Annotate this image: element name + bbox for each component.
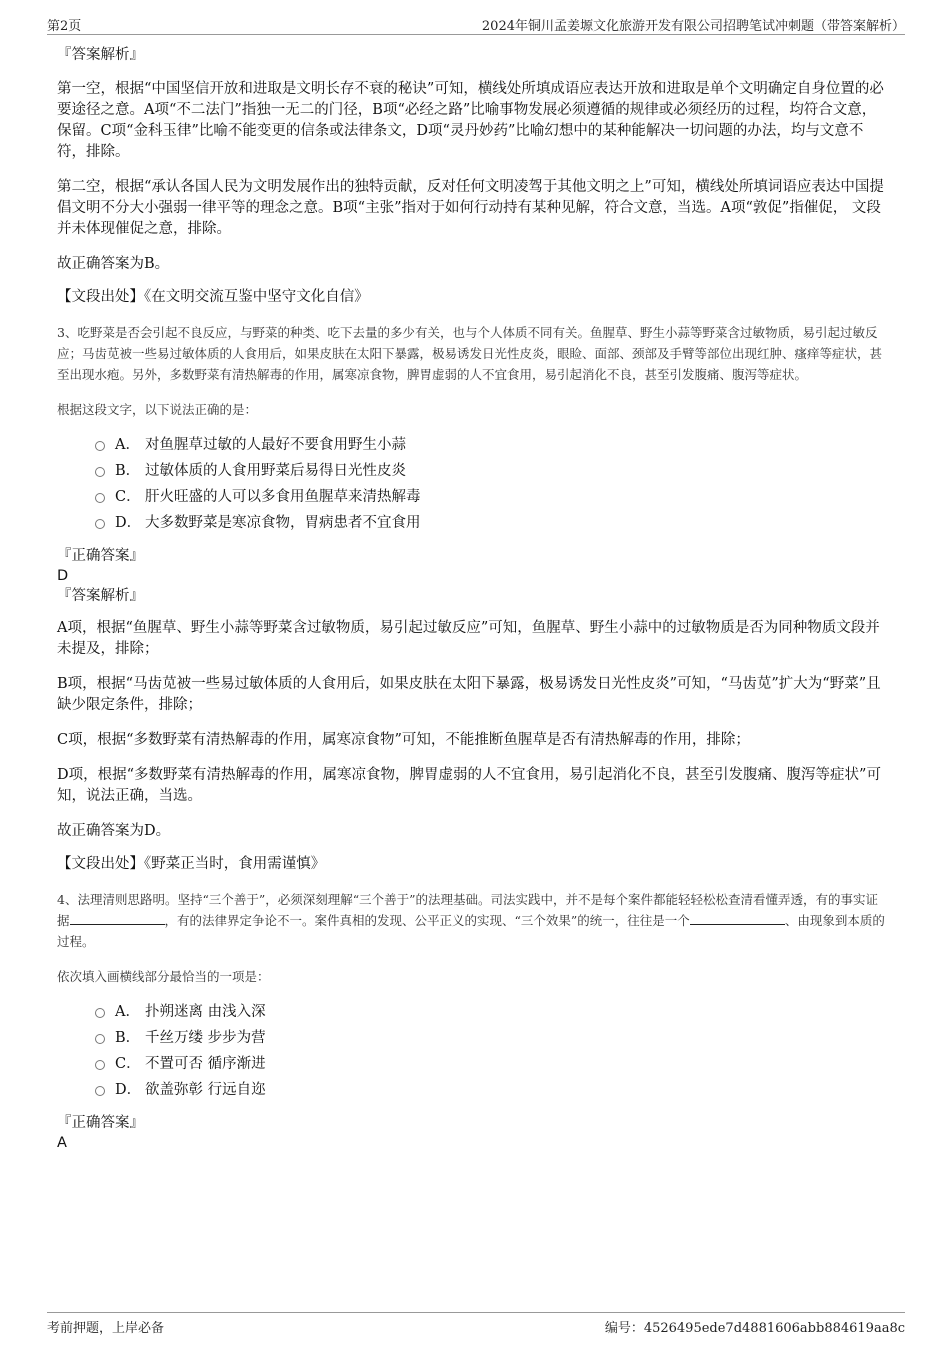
source-citation: 【文段出处】《野菜正当时，食用需谨慎》 xyxy=(57,856,326,872)
analysis-label: 『答案解析』 xyxy=(57,47,144,63)
page-content xyxy=(57,45,890,1153)
radio-icon[interactable] xyxy=(95,1086,105,1096)
correct-answer: D xyxy=(57,568,69,584)
option-b[interactable]: B． 过敏体质的人食用野菜后易得日光性皮炎 xyxy=(95,458,890,484)
footer-slogan: 考前押题，上岸必备 xyxy=(47,1321,165,1336)
source-citation: 【文段出处】《在文明交流互鉴中坚守文化自信》 xyxy=(57,289,369,305)
option-c[interactable]: C． 不置可否 循序渐进 xyxy=(95,1051,890,1077)
question-stem: 4、法理清则思路明。坚持“三个善于”，必须深刻理解“三个善于”的法理基础。司法实践中，并不是每个案件都能轻轻松松查清看懂弄透，有的事实证据 ，有的法律界定争论不一。案件真相的发现、公平正义的实现、“三个效果”的统一，往往是一个 、由现象到本质的过程。 xyxy=(57,892,885,949)
correct-answer: A xyxy=(57,1135,67,1151)
analysis-paragraph: 第二空，根据“承认各国人民为文明发展作出的独特贡献，反对任何文明凌驾于其他文明之上”可知，横线处所填词语应表达中国提倡文明不分大小强弱一律平等的理念之意。B项“主张”指对于如何行动持有某种见解，符合文意，当选。A项“敦促”指催促， 文段并未体现催促之意，排除。 xyxy=(57,179,884,237)
question-prompt: 根据这段文字，以下说法正确的是： xyxy=(57,402,258,417)
analysis-paragraph: C项，根据“多数野菜有清热解毒的作用，属寒凉食物”可知，不能推断鱼腥草是否有清热解毒的作用，排除； xyxy=(57,732,750,748)
question-stem: 3、吃野菜是否会引起不良反应，与野菜的种类、吃下去量的多少有关，也与个人体质不同有关。鱼腥草、野生小蒜等野菜含过敏物质，易引起过敏反应；马齿苋被一些易过敏体质的人食用后，如果皮肤在太阳下暴露，极易诱发日光性皮炎，眼睑、面部、颈部及手臂等部位出现红肿、瘙痒等症状，甚至出现水疱。另外，多数野菜有清热解毒的作用，属寒凉食物，脾胃虚弱的人不宜食用，易引起消化不良，甚至引发腹痛、腹泻等症状。 xyxy=(57,325,883,382)
conclusion: 故正确答案为B。 xyxy=(57,256,170,272)
document-title: 2024年铜川孟姜塬文化旅游开发有限公司招聘笔试冲刺题（带答案解析） xyxy=(481,19,905,34)
option-list xyxy=(57,999,890,1103)
question-prompt: 依次填入画横线部分最恰当的一项是： xyxy=(57,969,270,984)
radio-icon[interactable] xyxy=(95,467,105,477)
analysis-paragraph: B项，根据“马齿苋被一些易过敏体质的人食用后，如果皮肤在太阳下暴露，极易诱发日光性皮炎”可知，“马齿苋”扩大为“野菜”且缺少限定条件，排除； xyxy=(57,676,881,713)
conclusion: 故正确答案为D。 xyxy=(57,823,171,839)
radio-icon[interactable] xyxy=(95,1034,105,1044)
analysis-paragraph: 第一空，根据“中国坚信开放和进取是文明长存不衰的秘诀”可知，横线处所填成语应表达开放和进取是单个文明确定自身位置的必要途径之意。A项“不二法门”指独一无二的门径，B项“必经之路”比喻事物发展必须遵循的规律或必须经历的过程，均符合文意，保留。C项“金科玉律”比喻不能变更的信条或法律条文，D项“灵丹妙药”比喻幻想中的某种能解决一切问题的办法，均与文意不符，排除。 xyxy=(57,81,884,160)
page-number: 第2页 xyxy=(47,19,82,34)
radio-icon[interactable] xyxy=(95,441,105,451)
option-d[interactable]: D． 大多数野菜是寒凉食物，胃病患者不宜食用 xyxy=(95,510,890,536)
option-b[interactable]: B． 千丝万缕 步步为营 xyxy=(95,1025,890,1051)
radio-icon[interactable] xyxy=(95,493,105,503)
analysis-paragraph: A项，根据“鱼腥草、野生小蒜等野菜含过敏物质，易引起过敏反应”可知，鱼腥草、野生小蒜中的过敏物质是否为同种物质文段并未提及，排除； xyxy=(57,620,880,657)
analysis-paragraph: D项，根据“多数野菜有清热解毒的作用，属寒凉食物，脾胃虚弱的人不宜食用，易引起消化不良，甚至引发腹痛、腹泻等症状”可知，说法正确，当选。 xyxy=(57,767,881,804)
option-c[interactable]: C． 肝火旺盛的人可以多食用鱼腥草来清热解毒 xyxy=(95,484,890,510)
fill-blank-2 xyxy=(690,912,785,925)
option-a[interactable]: A． 对鱼腥草过敏的人最好不要食用野生小蒜 xyxy=(95,432,890,458)
radio-icon[interactable] xyxy=(95,1060,105,1070)
page-footer xyxy=(47,1312,905,1335)
document-id: 编号：4526495ede7d4881606abb884619aa8c xyxy=(604,1321,905,1336)
radio-icon[interactable] xyxy=(95,1008,105,1018)
answer-label: 『正确答案』 xyxy=(57,1115,144,1131)
fill-blank-1 xyxy=(70,912,165,925)
option-list xyxy=(57,432,890,536)
radio-icon[interactable] xyxy=(95,519,105,529)
option-a[interactable]: A． 扑朔迷离 由浅入深 xyxy=(95,999,890,1025)
page-header xyxy=(47,12,905,35)
analysis-label: 『答案解析』 xyxy=(57,588,144,604)
option-d[interactable]: D． 欲盖弥彰 行远自迩 xyxy=(95,1077,890,1103)
answer-label: 『正确答案』 xyxy=(57,548,144,564)
